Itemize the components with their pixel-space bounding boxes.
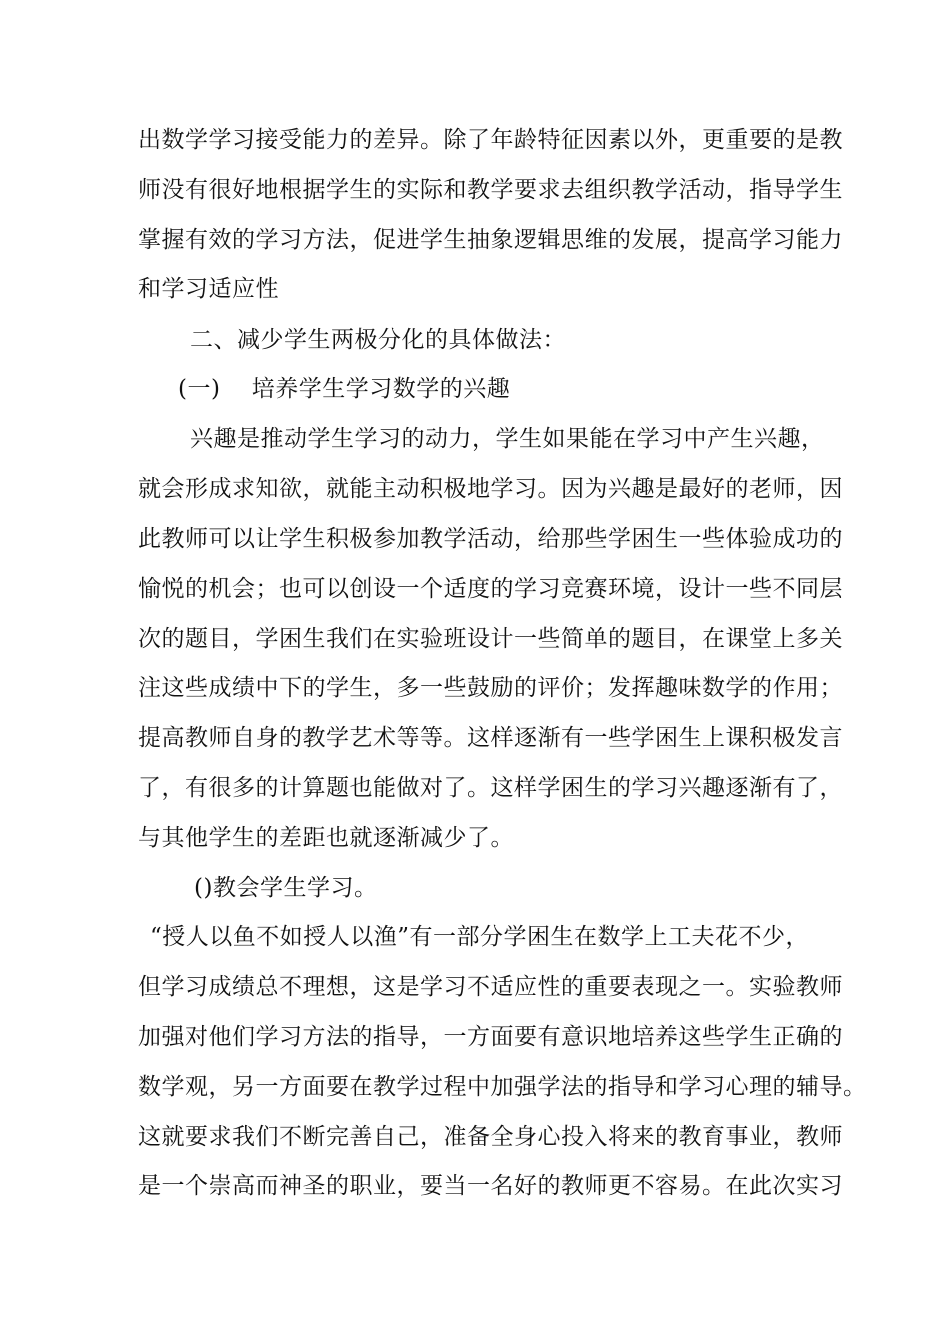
subsection-heading: ()教会学生学习。 xyxy=(194,875,378,901)
body-line: 这就要求我们不断完善自己，准备全身心投入将来的教育事业，教师 xyxy=(138,1124,843,1150)
body-line: 师没有很好地根据学生的实际和教学要求去组织教学活动，指导学生 xyxy=(138,177,843,203)
paragraph-start-line: 兴趣是推动学生学习的动力，学生如果能在学习中产生兴趣， xyxy=(190,426,825,452)
body-line: 加强对他们学习方法的指导，一方面要有意识地培养这些学生正确的 xyxy=(138,1024,843,1050)
body-line: 愉悦的机会；也可以创设一个适度的学习竞赛环境，设计一些不同层 xyxy=(138,576,843,602)
subsection-heading: (一) 培养学生学习数学的兴趣 xyxy=(178,376,511,402)
body-line: 了，有很多的计算题也能做对了。这样学困生的学习兴趣逐渐有了， xyxy=(138,775,843,801)
section-heading: 二、减少学生两极分化的具体做法： xyxy=(190,327,566,353)
body-line: 此教师可以让学生积极参加教学活动，给那些学困生一些体验成功的 xyxy=(138,526,843,552)
body-line: 就会形成求知欲，就能主动积极地学习。因为兴趣是最好的老师，因 xyxy=(138,476,843,502)
body-line: 但学习成绩总不理想，这是学习不适应性的重要表现之一。实验教师 xyxy=(138,974,843,1000)
body-line: 出数学学习接受能力的差异。除了年龄特征因素以外，更重要的是教 xyxy=(138,127,843,153)
paragraph-start-line: “授人以鱼不如授人以渔”有一部分学困生在数学上工夫花不少， xyxy=(150,924,810,950)
body-line: 是一个崇高而神圣的职业，要当一名好的教师更不容易。在此次实习 xyxy=(138,1173,843,1199)
body-line: 注这些成绩中下的学生，多一些鼓励的评价；发挥趣味数学的作用； xyxy=(138,675,843,701)
body-line: 提高教师自身的教学艺术等等。这样逐渐有一些学困生上课积极发言 xyxy=(138,725,843,751)
body-line: 次的题目，学困生我们在实验班设计一些简单的题目，在课堂上多关 xyxy=(138,626,843,652)
body-line: 数学观，另一方面要在教学过程中加强学法的指导和学习心理的辅导。 xyxy=(138,1074,867,1100)
body-line: 掌握有效的学习方法，促进学生抽象逻辑思维的发展，提高学习能力 xyxy=(138,227,843,253)
body-line: 与其他学生的差距也就逐渐减少了。 xyxy=(138,825,514,851)
body-line: 和学习适应性 xyxy=(138,276,279,302)
